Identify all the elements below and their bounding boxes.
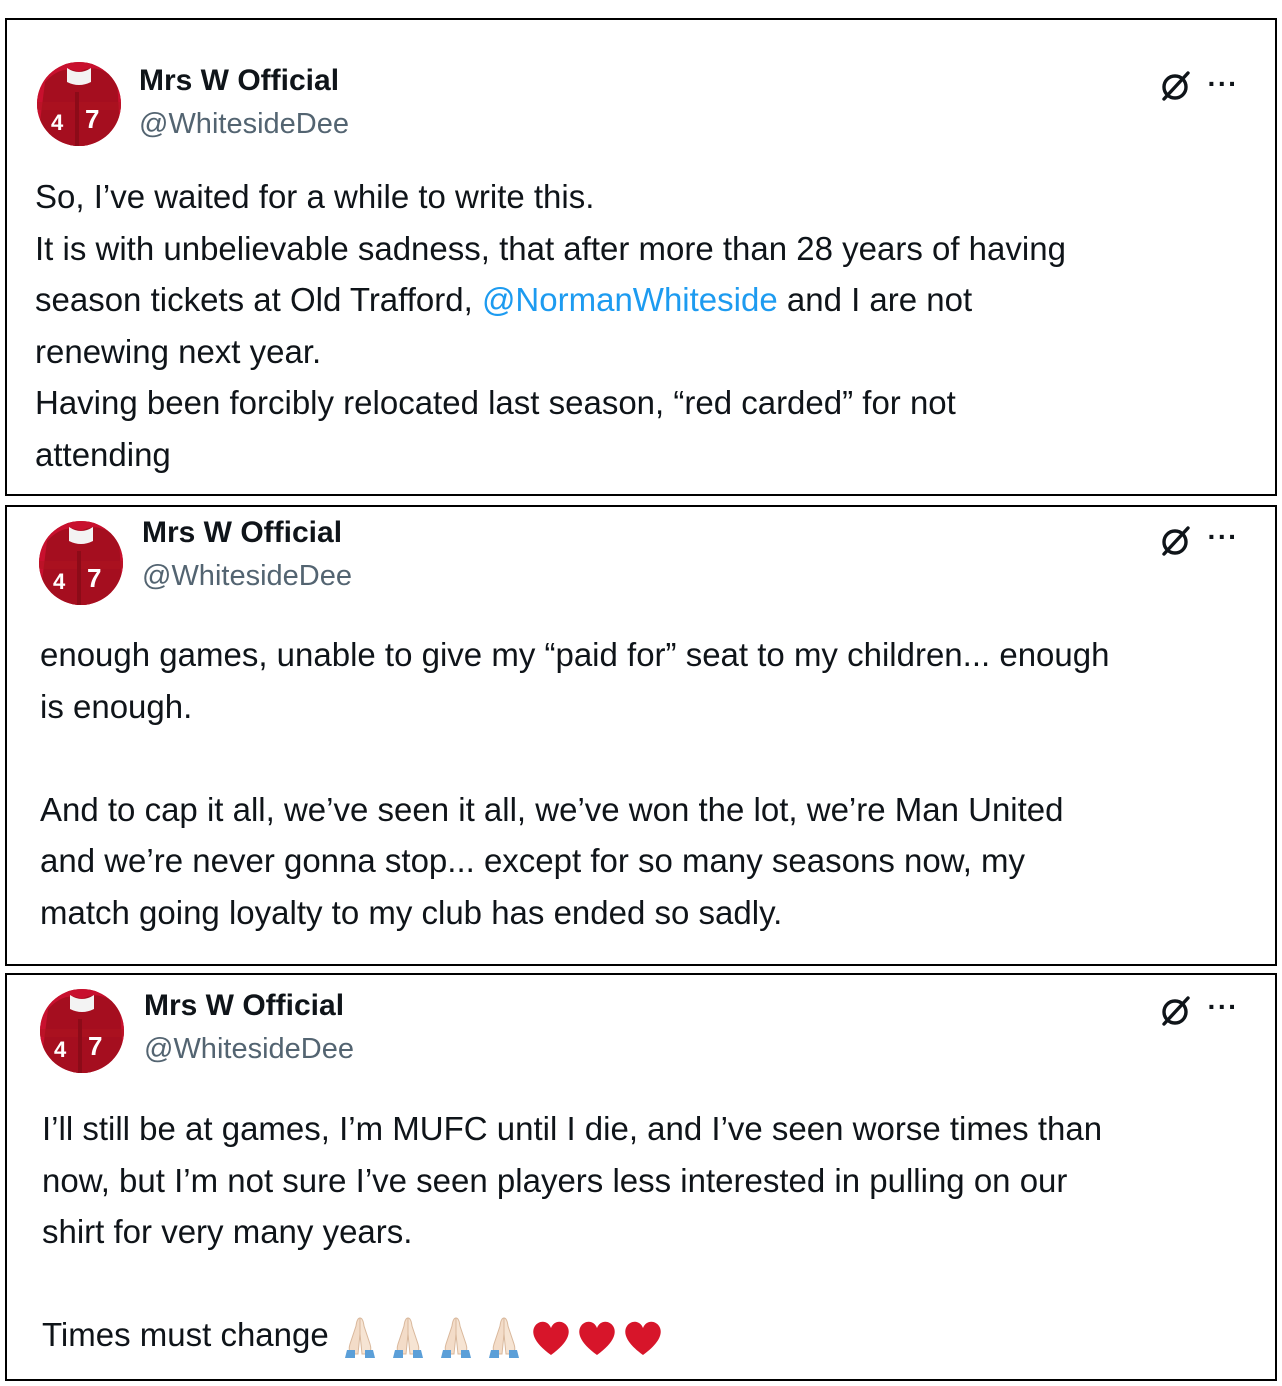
tweet-text (40, 629, 1245, 938)
tweet-line: match going loyalty to my club has ended so sadly. (40, 893, 783, 931)
grok-icon[interactable] (1155, 66, 1195, 106)
tweet-line: shirt for very many years. (42, 1213, 413, 1250)
tweet-line: And to cap it all, we’ve seen it all, we’ve won the lot, we’re Man United (40, 790, 1064, 828)
emoji-row (337, 1314, 665, 1360)
tweet-text-segment: Times must change (42, 1316, 329, 1353)
paragraph-gap (40, 732, 1245, 784)
avatar[interactable] (40, 989, 124, 1073)
folded-hands-icon (337, 1314, 383, 1360)
tweet-text (35, 171, 1245, 480)
tweet-text-segment: and I are not (777, 281, 973, 318)
author-handle[interactable]: @WhitesideDee (142, 560, 352, 592)
tweet-line: renewing next year. (35, 332, 322, 370)
folded-hands-icon (385, 1314, 431, 1360)
tweet-line: now, but I’m not sure I’ve seen players less interested in pulling on our (42, 1161, 1068, 1199)
author-name[interactable]: Mrs W Official (142, 516, 343, 549)
tweet-card[interactable] (5, 505, 1277, 966)
svg-text:7: 7 (85, 104, 100, 134)
red-heart-icon (529, 1316, 573, 1360)
folded-hands-icon (481, 1314, 527, 1360)
author-handle[interactable]: @WhitesideDee (144, 1033, 354, 1065)
author-name[interactable]: Mrs W Official (144, 989, 345, 1022)
author-name[interactable]: Mrs W Official (139, 64, 340, 97)
grok-icon[interactable] (1155, 521, 1195, 561)
author-handle[interactable]: @WhitesideDee (139, 108, 349, 140)
tweet-line: and we’re never gonna stop... except for so many seasons now, my (40, 842, 1026, 879)
tweet-line: I’ll still be at games, I’m MUFC until I die, and I’ve seen worse times than (42, 1110, 1103, 1147)
tweet-line: enough games, unable to give my “paid for” seat to my children... enough (40, 636, 1110, 673)
tweet-line: Having been forcibly relocated last season, “red carded” for not (35, 384, 956, 421)
folded-hands-icon (433, 1314, 479, 1360)
grok-icon[interactable] (1155, 991, 1195, 1031)
svg-text:4: 4 (53, 569, 66, 594)
more-options-icon[interactable]: ··· (1207, 521, 1239, 552)
more-options-icon[interactable]: ··· (1207, 68, 1239, 99)
red-heart-icon (621, 1316, 665, 1360)
svg-text:7: 7 (88, 1031, 103, 1061)
paragraph-gap (42, 1258, 1245, 1310)
tweet-text (42, 1103, 1245, 1361)
tweet-line: is enough. (40, 687, 193, 725)
tweet-line (35, 274, 1245, 326)
red-heart-icon (575, 1316, 619, 1360)
avatar[interactable] (39, 521, 123, 605)
svg-text:4: 4 (54, 1037, 67, 1062)
tweet-text-segment: season tickets at Old Trafford, (35, 281, 482, 318)
tweet-line: So, I’ve waited for a while to write this. (35, 178, 595, 215)
tweet-line (42, 1309, 1245, 1361)
tweet-card[interactable] (5, 973, 1277, 1381)
svg-text:7: 7 (87, 563, 102, 593)
svg-text:4: 4 (51, 110, 64, 135)
mention-link[interactable]: @NormanWhiteside (481, 281, 778, 318)
more-options-icon[interactable]: ··· (1207, 991, 1239, 1022)
tweet-line: attending (35, 435, 171, 473)
tweet-card[interactable] (5, 18, 1277, 496)
avatar[interactable] (37, 62, 121, 146)
tweet-line: It is with unbelievable sadness, that after more than 28 years of having (35, 229, 1066, 267)
